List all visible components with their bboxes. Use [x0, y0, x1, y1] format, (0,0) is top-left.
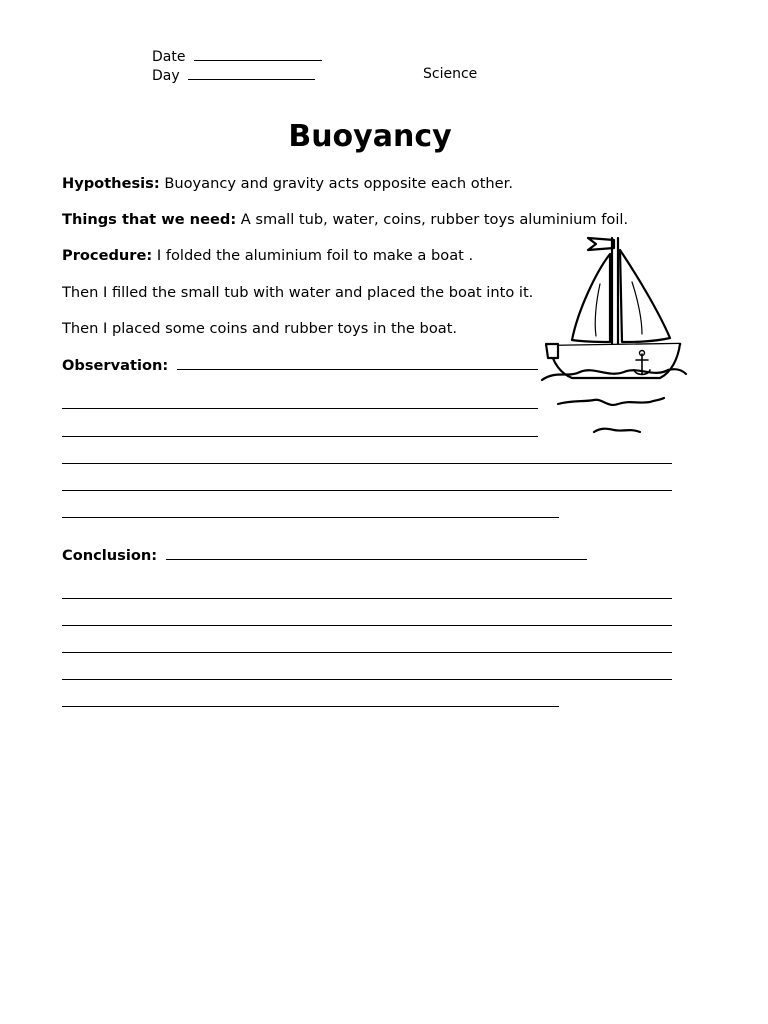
hypothesis-line	[62, 174, 513, 194]
conclusion-label: Conclusion:	[62, 547, 158, 564]
conclusion-write-line[interactable]	[62, 598, 672, 599]
subject-label: Science	[423, 66, 478, 82]
conclusion-write-line[interactable]	[62, 625, 672, 626]
page-title: Buoyancy	[288, 119, 452, 154]
hypothesis-label: Hypothesis:	[62, 175, 160, 192]
conclusion-write-line[interactable]	[62, 652, 672, 653]
things-text: A small tub, water, coins, rubber toys aluminium foil.	[240, 211, 629, 228]
procedure-label: Procedure:	[62, 247, 153, 264]
observation-label: Observation:	[62, 357, 169, 374]
observation-write-line[interactable]	[62, 463, 672, 464]
sailboat-icon	[538, 232, 688, 442]
conclusion-write-line[interactable]	[62, 679, 672, 680]
day-blank[interactable]	[188, 65, 315, 80]
procedure-line	[62, 246, 473, 266]
things-label: Things that we need:	[62, 211, 237, 228]
conclusion-blank[interactable]	[166, 545, 587, 560]
date-label: Date	[152, 49, 186, 65]
procedure-step-2: Then I filled the small tub with water and placed the boat into it.	[62, 284, 534, 301]
observation-write-line[interactable]	[62, 517, 559, 518]
conclusion-line	[62, 545, 587, 566]
observation-blank[interactable]	[177, 355, 598, 370]
day-label: Day	[152, 68, 180, 84]
observation-line	[62, 355, 598, 376]
hypothesis-text: Buoyancy and gravity acts opposite each other.	[164, 175, 513, 192]
day-field	[152, 65, 315, 85]
things-line	[62, 210, 628, 230]
date-field	[152, 46, 322, 66]
conclusion-write-line[interactable]	[62, 706, 559, 707]
date-blank[interactable]	[194, 46, 322, 61]
observation-write-line[interactable]	[62, 490, 672, 491]
procedure-step-3: Then I placed some coins and rubber toys in the boat.	[62, 320, 458, 337]
procedure-text: I folded the aluminium foil to make a boat .	[156, 247, 474, 264]
